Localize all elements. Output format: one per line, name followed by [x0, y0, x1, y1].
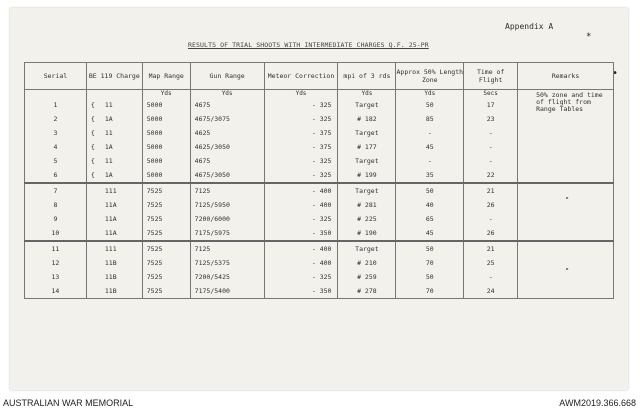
unit-cell: Yds	[396, 90, 464, 99]
meteor-cell: - 325	[264, 154, 338, 168]
gun-range-cell: 4675/3050	[190, 168, 264, 183]
tof-cell: -	[464, 140, 518, 154]
zone-cell: 85	[396, 112, 464, 126]
mpi-cell: # 190	[338, 226, 396, 241]
unit-cell: Secs	[464, 90, 518, 99]
charge-cell	[86, 140, 142, 154]
charge-cell	[86, 284, 142, 299]
table-row	[25, 198, 614, 212]
unit-cell	[86, 90, 142, 99]
serial-cell: 8	[25, 198, 87, 212]
mpi-cell: # 281	[338, 198, 396, 212]
remarks-empty-cell	[518, 226, 614, 241]
zone-cell: 65	[396, 212, 464, 226]
serial-cell: 12	[25, 256, 87, 270]
header-cell: Map Range	[142, 63, 190, 90]
map-range-cell: 7525	[142, 256, 190, 270]
unit-cell: Yds	[338, 90, 396, 99]
appendix-label: Appendix A	[505, 22, 554, 31]
mpi-cell: # 182	[338, 112, 396, 126]
map-range-cell: 5000	[142, 112, 190, 126]
map-range-cell: 5000	[142, 140, 190, 154]
header-cell: Approx 50% Length Zone	[396, 63, 464, 90]
map-range-cell: 5000	[142, 98, 190, 112]
header-cell: Meteor Correction	[264, 63, 338, 90]
meteor-cell: - 350	[264, 226, 338, 241]
serial-cell: 11	[25, 241, 87, 256]
zone-cell: 50	[396, 270, 464, 284]
zone-cell: 50	[396, 241, 464, 256]
gun-range-cell: 4675/3075	[190, 112, 264, 126]
unit-cell: Yds	[190, 90, 264, 99]
brace-mark: {	[90, 101, 95, 109]
tof-cell: 26	[464, 198, 518, 212]
footer-bar	[0, 396, 640, 410]
mpi-cell: # 177	[338, 140, 396, 154]
header-cell: Serial	[25, 63, 87, 90]
charge-cell	[86, 183, 142, 198]
charge-value: 111	[104, 245, 117, 253]
charge-cell	[86, 241, 142, 256]
header-cell: mpi of 3 rds	[338, 63, 396, 90]
meteor-cell: - 400	[264, 198, 338, 212]
tof-cell: -	[464, 212, 518, 226]
brace-mark: {	[90, 115, 95, 123]
serial-cell: 5	[25, 154, 87, 168]
meteor-cell: - 325	[264, 112, 338, 126]
serial-cell: 7	[25, 183, 87, 198]
table-row	[25, 270, 614, 284]
gun-range-cell: 4625	[190, 126, 264, 140]
table-row	[25, 183, 614, 198]
header-cell: Time of Flight	[464, 63, 518, 90]
unit-cell: Yds	[142, 90, 190, 99]
zone-cell: 70	[396, 256, 464, 270]
mpi-cell: # 278	[338, 284, 396, 299]
meteor-cell: - 375	[264, 126, 338, 140]
serial-cell: 14	[25, 284, 87, 299]
gun-range-cell: 4675	[190, 98, 264, 112]
meteor-cell: - 400	[264, 183, 338, 198]
meteor-cell: - 325	[264, 98, 338, 112]
charge-cell	[86, 112, 142, 126]
tof-cell: 24	[464, 284, 518, 299]
map-range-cell: 5000	[142, 154, 190, 168]
units-row	[25, 90, 614, 99]
ditto-mark: "	[565, 196, 570, 204]
gun-range-cell: 7175/5975	[190, 226, 264, 241]
document-title: RESULTS OF TRIAL SHOOTS WITH INTERMEDIATE CHARGES Q.F. 25-PR	[188, 41, 429, 49]
remarks-empty-cell	[518, 284, 614, 299]
mpi-cell: # 210	[338, 256, 396, 270]
zone-cell: 50	[396, 98, 464, 112]
charge-cell	[86, 256, 142, 270]
zone-cell: 45	[396, 226, 464, 241]
serial-cell: 3	[25, 126, 87, 140]
tof-cell: 21	[464, 183, 518, 198]
mpi-cell: Target	[338, 98, 396, 112]
zone-cell: 50	[396, 183, 464, 198]
brace-mark: {	[90, 129, 95, 137]
table-row	[25, 212, 614, 226]
charge-value: 11	[104, 157, 113, 165]
header-cell: Gun Range	[190, 63, 264, 90]
charge-value: 11A	[104, 201, 117, 209]
mpi-cell: # 259	[338, 270, 396, 284]
brace-mark: {	[90, 143, 95, 151]
map-range-cell: 7525	[142, 226, 190, 241]
header-cell: BE 119 Charge	[86, 63, 142, 90]
table-row	[25, 284, 614, 299]
tof-cell: 17	[464, 98, 518, 112]
gun-range-cell: 7125/5950	[190, 198, 264, 212]
meteor-cell: - 400	[264, 241, 338, 256]
unit-cell: Yds	[264, 90, 338, 99]
header-row	[25, 63, 614, 90]
zone-cell: 45	[396, 140, 464, 154]
tof-cell: 26	[464, 226, 518, 241]
gun-range-cell: 7200/6000	[190, 212, 264, 226]
table-row	[25, 256, 614, 270]
serial-cell: 6	[25, 168, 87, 183]
gun-range-cell: 7125/5375	[190, 256, 264, 270]
tof-cell: 22	[464, 168, 518, 183]
charge-cell	[86, 198, 142, 212]
map-range-cell: 7525	[142, 241, 190, 256]
gun-range-cell: 4625/3050	[190, 140, 264, 154]
meteor-cell: - 325	[264, 270, 338, 284]
brace-mark: {	[90, 157, 95, 165]
table-row	[25, 241, 614, 256]
charge-cell	[86, 270, 142, 284]
mpi-cell: Target	[338, 154, 396, 168]
mpi-cell: Target	[338, 241, 396, 256]
serial-cell: 13	[25, 270, 87, 284]
remarks-cell: 50% zone and time of flight from Range Tables	[518, 90, 614, 184]
tof-cell: 23	[464, 112, 518, 126]
gun-range-cell: 7125	[190, 241, 264, 256]
remarks-empty-cell	[518, 241, 614, 256]
zone-cell: -	[396, 126, 464, 140]
map-range-cell: 7525	[142, 198, 190, 212]
gun-range-cell: 7175/5400	[190, 284, 264, 299]
zone-cell: -	[396, 154, 464, 168]
map-range-cell: 5000	[142, 126, 190, 140]
mpi-cell: # 225	[338, 212, 396, 226]
meteor-cell: - 325	[264, 212, 338, 226]
charge-value: 1A	[104, 115, 113, 123]
footer-institution: AUSTRALIAN WAR MEMORIAL	[3, 398, 134, 408]
charge-value: 11B	[104, 287, 117, 295]
tof-cell: -	[464, 154, 518, 168]
serial-cell: 9	[25, 212, 87, 226]
map-range-cell: 7525	[142, 284, 190, 299]
charge-value: 11B	[104, 273, 117, 281]
serial-cell: 10	[25, 226, 87, 241]
meteor-cell: - 350	[264, 284, 338, 299]
charge-value: 11A	[104, 215, 117, 223]
ditto-mark: "	[565, 267, 570, 275]
zone-cell: 70	[396, 284, 464, 299]
gun-range-cell: 7125	[190, 183, 264, 198]
mpi-cell: # 199	[338, 168, 396, 183]
gun-range-cell: 7200/5425	[190, 270, 264, 284]
charge-value: 11	[104, 129, 113, 137]
brace-mark: {	[90, 171, 95, 179]
charge-value: 11A	[104, 229, 117, 237]
results-table	[24, 62, 614, 299]
serial-cell: 4	[25, 140, 87, 154]
unit-cell	[25, 90, 87, 99]
map-range-cell: 7525	[142, 212, 190, 226]
table-row	[25, 226, 614, 241]
charge-value: 1A	[104, 143, 113, 151]
charge-cell	[86, 212, 142, 226]
charge-cell	[86, 168, 142, 183]
remarks-empty-cell	[518, 212, 614, 226]
charge-value: 111	[104, 187, 117, 195]
tof-cell: 25	[464, 256, 518, 270]
header-cell: Remarks	[518, 63, 614, 90]
meteor-cell: - 375	[264, 140, 338, 154]
charge-cell	[86, 126, 142, 140]
tof-cell: 21	[464, 241, 518, 256]
zone-cell: 35	[396, 168, 464, 183]
charge-value: 1A	[104, 171, 113, 179]
meteor-cell: - 325	[264, 168, 338, 183]
serial-cell: 2	[25, 112, 87, 126]
mpi-cell: Target	[338, 126, 396, 140]
mpi-cell: Target	[338, 183, 396, 198]
charge-value: 11	[104, 101, 113, 109]
charge-cell	[86, 154, 142, 168]
charge-cell	[86, 226, 142, 241]
zone-cell: 40	[396, 198, 464, 212]
tof-cell: -	[464, 270, 518, 284]
map-range-cell: 7525	[142, 270, 190, 284]
footer-accession: AWM2019.366.668	[559, 398, 636, 408]
charge-value: 11B	[104, 259, 117, 267]
map-range-cell: 5000	[142, 168, 190, 183]
serial-cell: 1	[25, 98, 87, 112]
map-range-cell: 7525	[142, 183, 190, 198]
meteor-cell: - 400	[264, 256, 338, 270]
pen-dot: •	[612, 68, 619, 79]
gun-range-cell: 4675	[190, 154, 264, 168]
charge-cell	[86, 98, 142, 112]
tof-cell: -	[464, 126, 518, 140]
pen-mark: *	[586, 32, 592, 42]
